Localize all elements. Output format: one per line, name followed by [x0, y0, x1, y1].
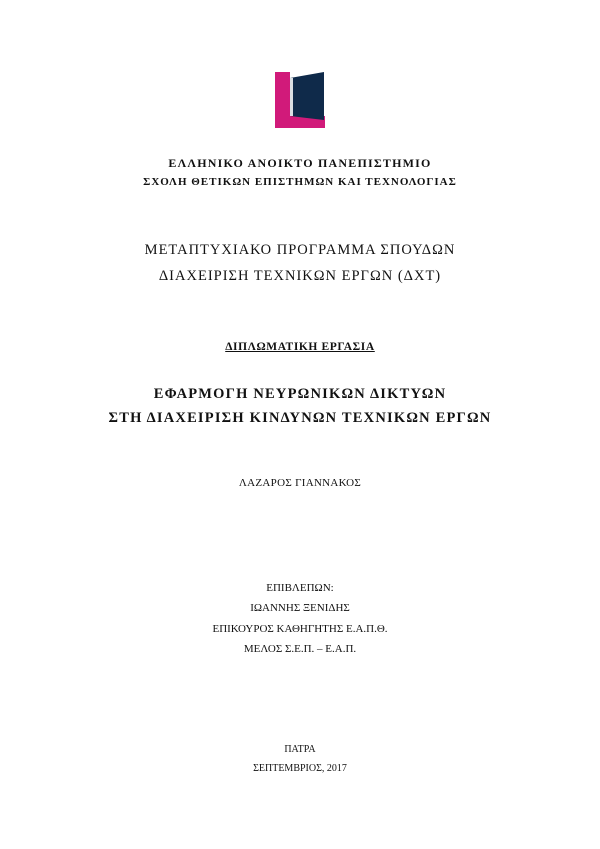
city: ΠΑΤΡΑ: [284, 744, 316, 755]
supervisor-membership: ΜΕΛΟΣ Σ.Ε.Π. – Ε.Α.Π.: [243, 643, 357, 655]
supervisor-title: ΕΠΙΚΟΥΡΟΣ ΚΑΘΗΓΗΤΗΣ Ε.Α.Π.Θ.: [212, 623, 388, 635]
supervisor-name: ΙΩΑΝΝΗΣ ΞΕΝΙΔΗΣ: [250, 602, 350, 614]
author-name: ΛΑΖΑΡΟΣ ΓΙΑΝΝΑΚΟΣ: [238, 477, 362, 489]
thesis-title-line-1: ΕΦΑΡΜΟΓΗ ΝΕΥΡΩΝΙΚΩΝ ΔΙΚΤΥΩΝ: [153, 386, 447, 402]
institution-name: ΕΛΛΗΝΙΚΟ ΑΝΟΙΚΤΟ ΠΑΝΕΠΙΣΤΗΜΙΟ: [168, 156, 432, 170]
eap-university-logo-icon: [275, 72, 327, 128]
date: ΣΕΠΤΕΜΒΡΙΟΣ, 2017: [253, 763, 347, 774]
document-type: ΔΙΠΛΩΜΑΤΙΚΗ ΕΡΓΑΣΙΑ: [225, 341, 375, 353]
program-title: ΜΕΤΑΠΤΥΧΙΑΚΟ ΠΡΟΓΡΑΜΜΑ ΣΠΟΥΔΩΝ: [144, 242, 456, 258]
school-name: ΣΧΟΛΗ ΘΕΤΙΚΩΝ ΕΠΙΣΤΗΜΩΝ ΚΑΙ ΤΕΧΝΟΛΟΓΙΑΣ: [143, 176, 457, 188]
program-name: ΔΙΑΧΕΙΡΙΣΗ ΤΕΧΝΙΚΩΝ ΕΡΓΩΝ (ΔΧΤ): [158, 268, 442, 284]
thesis-title-line-2: ΣΤΗ ΔΙΑΧΕΙΡΙΣΗ ΚΙΝΔΥΝΩΝ ΤΕΧΝΙΚΩΝ ΕΡΓΩΝ: [108, 410, 492, 426]
supervisor-label: ΕΠΙΒΛΕΠΩΝ:: [266, 582, 334, 594]
